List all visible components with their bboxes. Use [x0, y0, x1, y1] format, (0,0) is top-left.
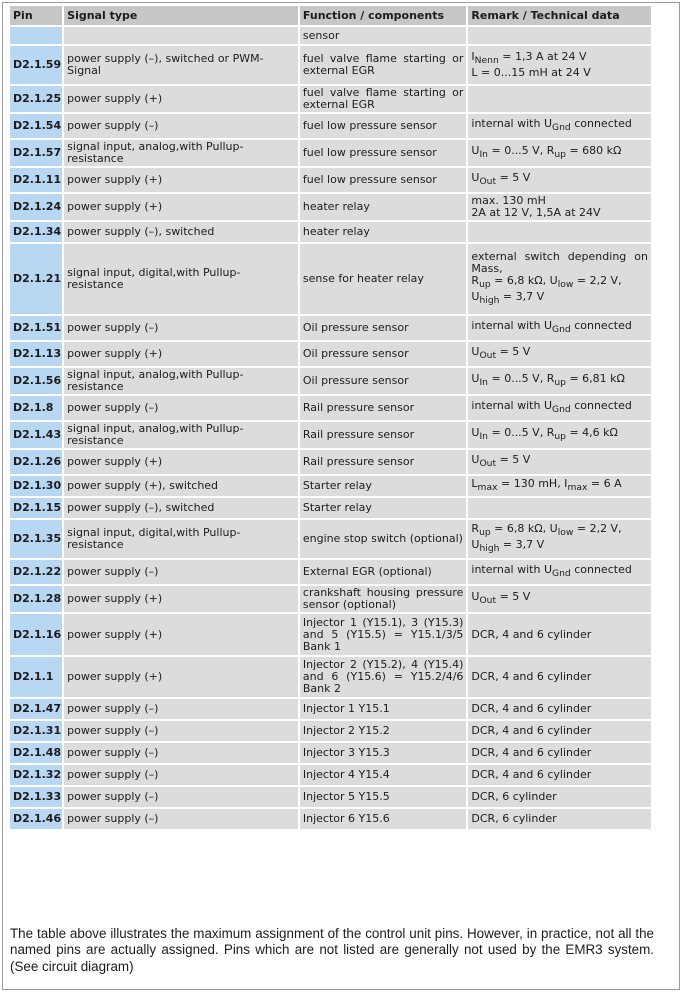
pin-cell: D2.1.13 [10, 342, 62, 366]
pin-cell: D2.1.43 [10, 422, 62, 448]
pin-cell: D2.1.16 [10, 614, 62, 655]
signal-type-cell: power supply (–) [64, 765, 298, 785]
remark-cell: internal with $U_{Gnd}$ connected [468, 316, 651, 340]
table-row [10, 194, 651, 220]
pin-cell: D2.1.51 [10, 316, 62, 340]
pin-cell: D2.1.46 [10, 809, 62, 829]
signal-type-cell: power supply (–), switched [64, 498, 298, 518]
remark-cell: $U_{Out} = 5$ V [468, 586, 651, 612]
signal-type-cell: power supply (–) [64, 316, 298, 340]
table-row [10, 450, 651, 474]
table-row [10, 222, 651, 242]
table-row [10, 520, 651, 558]
function-cell: heater relay [300, 222, 467, 242]
table-row [10, 787, 651, 807]
column-header-function: Function / components [300, 6, 467, 25]
function-cell: External EGR (optional) [300, 560, 467, 584]
signal-type-cell: power supply (–) [64, 699, 298, 719]
pin-cell: D2.1.59 [10, 46, 62, 84]
function-cell: Injector 1 Y15.1 [300, 699, 467, 719]
remark-cell: $U_{Out} = 5$ V [468, 450, 651, 474]
remark-cell: max. 130 mH 2A at 12 V, 1,5A at 24V [468, 194, 651, 220]
remark-cell: $U_{In} = 0...5$ V, $R_{up} = 4,6$ kΩ [468, 422, 651, 448]
table-row [10, 743, 651, 763]
table-row [10, 368, 651, 394]
table-row [10, 244, 651, 314]
signal-type-cell [64, 27, 298, 44]
function-cell: Injector 2 Y15.2 [300, 721, 467, 741]
signal-type-cell: power supply (–), switched or PWM-Signal [64, 46, 298, 84]
pin-cell: D2.1.48 [10, 743, 62, 763]
signal-type-cell: power supply (+) [64, 450, 298, 474]
table-row [10, 476, 651, 496]
function-cell: Starter relay [300, 476, 467, 496]
remark-cell: $L_{max} = 130$ mH, $I_{max} = 6$ A [468, 476, 651, 496]
signal-type-cell: power supply (+) [64, 657, 298, 697]
table-row [10, 168, 651, 192]
remark-cell: $U_{Out} = 5$ V [468, 342, 651, 366]
pin-cell: D2.1.22 [10, 560, 62, 584]
remark-cell: $U_{Out} = 5$ V [468, 168, 651, 192]
function-cell: Injector 4 Y15.4 [300, 765, 467, 785]
remark-cell: DCR, 4 and 6 cylinder [468, 765, 651, 785]
pin-cell: D2.1.31 [10, 721, 62, 741]
remark-cell: internal with $U_{Gnd}$ connected [468, 396, 651, 420]
table-row [10, 699, 651, 719]
function-cell: Starter relay [300, 498, 467, 518]
footnote-paragraph: The table above illustrates the maximum assignment of the control unit pins. However, in practice, not all the named pins are actually assigned. Pins which are not listed are generally not used by the EMR3 system. (See circuit diagram) [10, 926, 654, 974]
function-cell: Injector 1 (Y15.1), 3 (Y15.3) and 5 (Y15.5) = Y15.1/3/5 Bank 1 [300, 614, 467, 655]
signal-type-cell: power supply (–) [64, 787, 298, 807]
signal-type-cell: power supply (+) [64, 194, 298, 220]
signal-type-cell: power supply (–) [64, 560, 298, 584]
pin-cell: D2.1.47 [10, 699, 62, 719]
remark-cell: DCR, 6 cylinder [468, 787, 651, 807]
remark-cell [468, 498, 651, 518]
function-cell: Rail pressure sensor [300, 450, 467, 474]
signal-type-cell: signal input, digital,with Pullup-resistance [64, 244, 298, 314]
remark-cell [468, 86, 651, 112]
table-row [10, 498, 651, 518]
signal-type-cell: power supply (–) [64, 743, 298, 763]
pin-cell: D2.1.25 [10, 86, 62, 112]
function-cell: engine stop switch (optional) [300, 520, 467, 558]
remark-cell: DCR, 4 and 6 cylinder [468, 614, 651, 655]
remark-cell: $R_{up} = 6,8$ kΩ, $U_{low} = 2,2$ V, $U_{high} = 3,7$ V [468, 520, 651, 558]
signal-type-cell: power supply (+), switched [64, 476, 298, 496]
function-cell: Oil pressure sensor [300, 342, 467, 366]
remark-cell: DCR, 4 and 6 cylinder [468, 699, 651, 719]
pin-cell: D2.1.54 [10, 114, 62, 138]
pin-cell: D2.1.34 [10, 222, 62, 242]
pin-cell: D2.1.8 [10, 396, 62, 420]
column-header-pin: Pin [10, 6, 62, 25]
function-cell: fuel valve flame starting or external EGR [300, 46, 467, 84]
remark-cell: internal with $U_{Gnd}$ connected [468, 560, 651, 584]
remark-cell [468, 222, 651, 242]
function-cell: Injector 3 Y15.3 [300, 743, 467, 763]
function-cell: fuel valve flame starting or external EGR [300, 86, 467, 112]
remark-cell: DCR, 4 and 6 cylinder [468, 657, 651, 697]
pin-cell: D2.1.15 [10, 498, 62, 518]
table-row [10, 396, 651, 420]
table-row [10, 422, 651, 448]
pin-cell: D2.1.56 [10, 368, 62, 394]
table-row [10, 46, 651, 84]
remark-cell: DCR, 4 and 6 cylinder [468, 721, 651, 741]
pin-cell: D2.1.28 [10, 586, 62, 612]
signal-type-cell: signal input, analog,with Pullup-resistance [64, 140, 298, 166]
signal-type-cell: power supply (+) [64, 586, 298, 612]
signal-type-cell: power supply (–) [64, 114, 298, 138]
pin-cell: D2.1.21 [10, 244, 62, 314]
remark-cell [468, 27, 651, 44]
function-cell: sensor [300, 27, 467, 44]
function-cell: Oil pressure sensor [300, 368, 467, 394]
remark-cell: external switch depending on Mass, $R_{up} = 6,8$ kΩ, $U_{low} = 2,2$ V, $U_{high} = 3,7$ V [468, 244, 651, 314]
remark-cell: DCR, 6 cylinder [468, 809, 651, 829]
pin-cell: D2.1.32 [10, 765, 62, 785]
signal-type-cell: power supply (–) [64, 809, 298, 829]
signal-type-cell: power supply (+) [64, 342, 298, 366]
function-cell: Rail pressure sensor [300, 422, 467, 448]
column-header-signal-type: Signal type [64, 6, 298, 25]
signal-type-cell: signal input, analog,with Pullup-resistance [64, 422, 298, 448]
table-row [10, 586, 651, 612]
table-header-row [10, 6, 651, 25]
pin-cell: D2.1.30 [10, 476, 62, 496]
function-cell: heater relay [300, 194, 467, 220]
signal-type-cell: power supply (–), switched [64, 222, 298, 242]
pin-cell [10, 27, 62, 44]
function-cell: sense for heater relay [300, 244, 467, 314]
function-cell: fuel low pressure sensor [300, 140, 467, 166]
pin-cell: D2.1.26 [10, 450, 62, 474]
signal-type-cell: signal input, analog,with Pullup-resistance [64, 368, 298, 394]
pin-cell: D2.1.33 [10, 787, 62, 807]
remark-cell: internal with $U_{Gnd}$ connected [468, 114, 651, 138]
signal-type-cell: power supply (+) [64, 614, 298, 655]
remark-cell: $I_{Nenn} = 1,3$ A at 24 V L = 0...15 mH at 24 V [468, 46, 651, 84]
pin-cell: D2.1.35 [10, 520, 62, 558]
function-cell: Injector 6 Y15.6 [300, 809, 467, 829]
table-row [10, 140, 651, 166]
signal-type-cell: power supply (+) [64, 86, 298, 112]
signal-type-cell: signal input, digital,with Pullup-resistance [64, 520, 298, 558]
function-cell: Rail pressure sensor [300, 396, 467, 420]
function-cell: crankshaft housing pressure sensor (optional) [300, 586, 467, 612]
pin-cell: D2.1.24 [10, 194, 62, 220]
function-cell: Injector 5 Y15.5 [300, 787, 467, 807]
table-row [10, 342, 651, 366]
function-cell: fuel low pressure sensor [300, 168, 467, 192]
table-row [10, 560, 651, 584]
table-row [10, 721, 651, 741]
function-cell: Oil pressure sensor [300, 316, 467, 340]
remark-cell: $U_{In} = 0...5$ V, $R_{up} = 6,81$ kΩ [468, 368, 651, 394]
table-body [10, 27, 651, 829]
pin-assignment-table [8, 4, 653, 831]
column-header-remark: Remark / Technical data [468, 6, 651, 25]
table-row [10, 809, 651, 829]
function-cell: Injector 2 (Y15.2), 4 (Y15.4) and 6 (Y15.6) = Y15.2/4/6 Bank 2 [300, 657, 467, 697]
pin-cell: D2.1.1 [10, 657, 62, 697]
table-row [10, 657, 651, 697]
pin-cell: D2.1.57 [10, 140, 62, 166]
table-row [10, 614, 651, 655]
table-row [10, 316, 651, 340]
signal-type-cell: power supply (–) [64, 396, 298, 420]
table-row [10, 86, 651, 112]
table-row [10, 27, 651, 44]
table-row [10, 765, 651, 785]
remark-cell: DCR, 4 and 6 cylinder [468, 743, 651, 763]
pin-cell: D2.1.11 [10, 168, 62, 192]
remark-cell: $U_{In} = 0...5$ V, $R_{up} = 680$ kΩ [468, 140, 651, 166]
signal-type-cell: power supply (+) [64, 168, 298, 192]
function-cell: fuel low pressure sensor [300, 114, 467, 138]
signal-type-cell: power supply (–) [64, 721, 298, 741]
table-row [10, 114, 651, 138]
